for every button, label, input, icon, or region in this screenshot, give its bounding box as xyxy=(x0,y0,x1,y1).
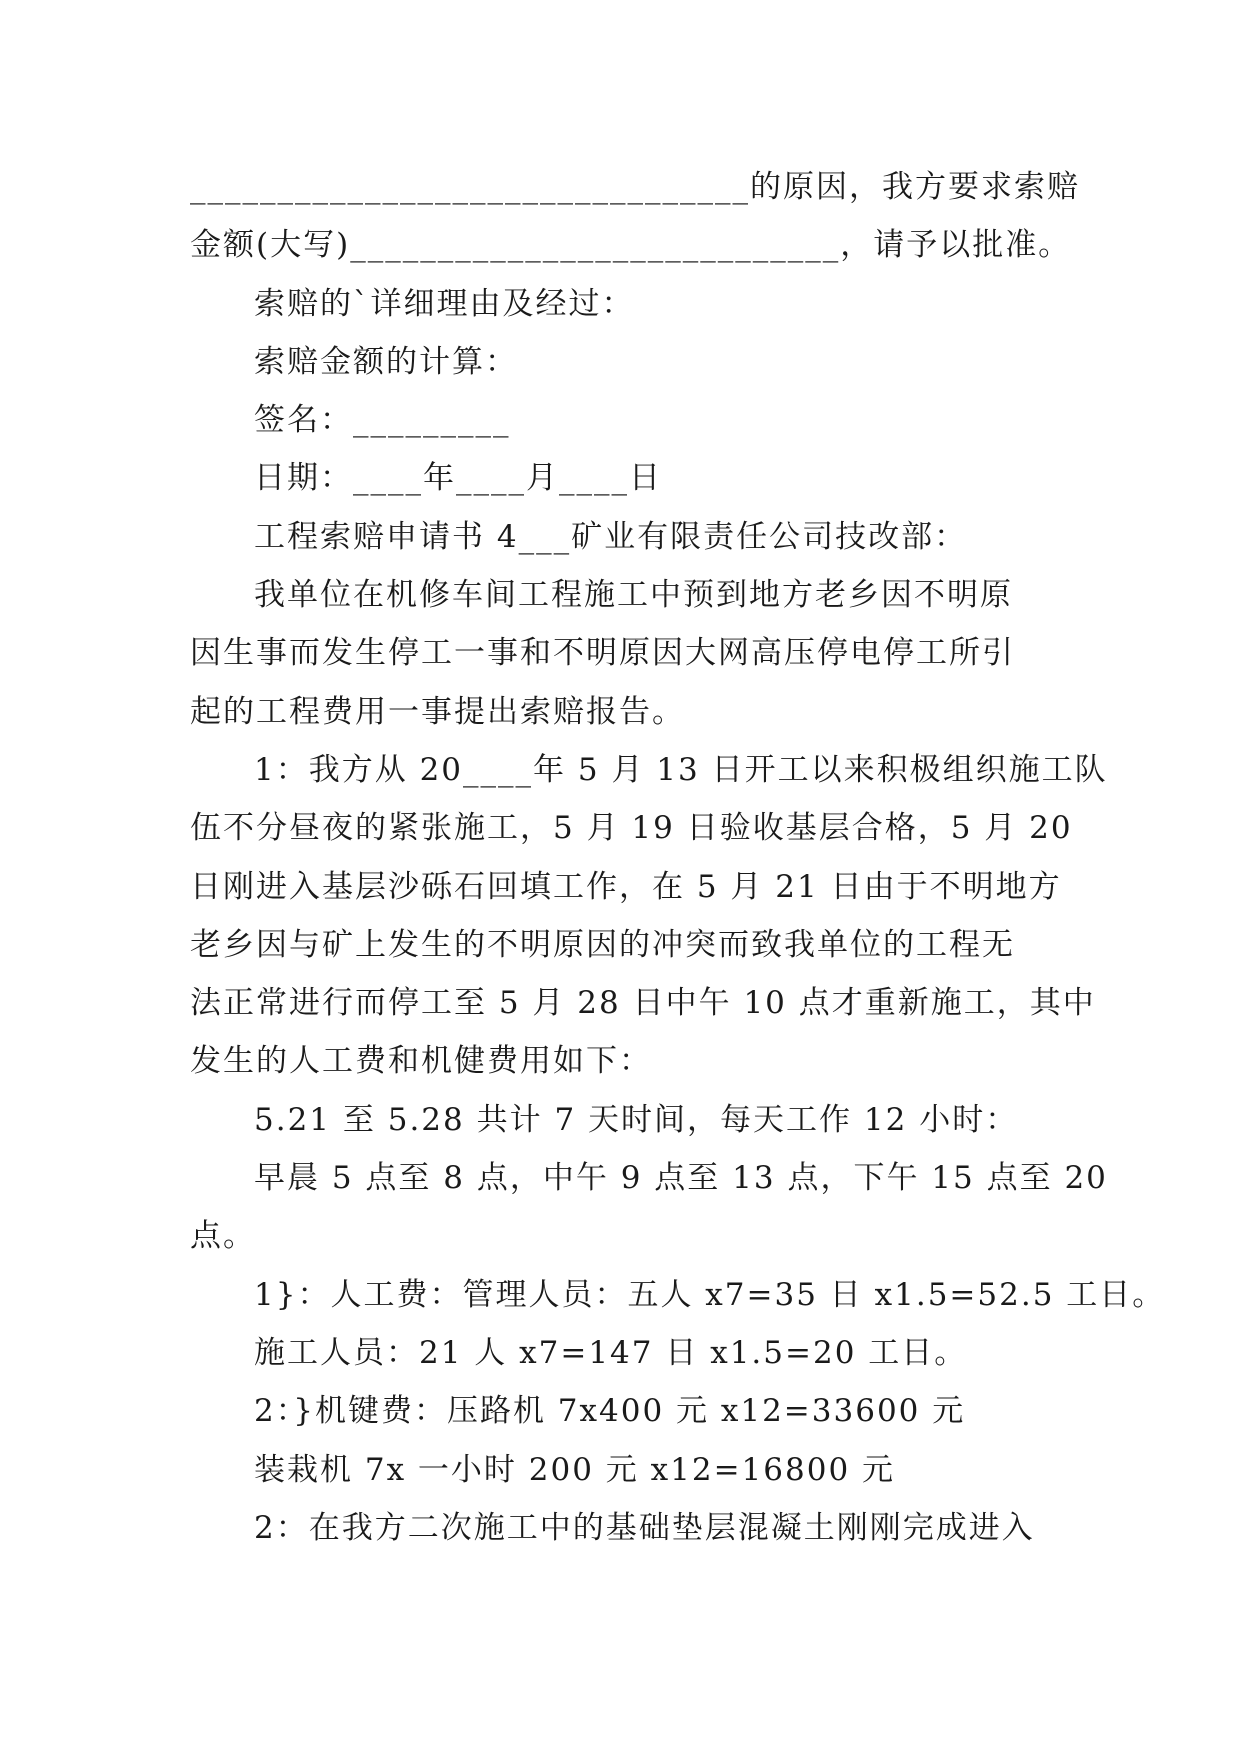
text-line: 金额(大写)____________________________，请予以批准。 xyxy=(190,227,1072,264)
text-line: 法正常进行而停工至 5 月 28 日中午 10 点才重新施工，其中 xyxy=(190,985,1096,1022)
text-line: 老乡因与矿上发生的不明原因的冲突而致我单位的工程无 xyxy=(190,926,1015,963)
text-line: 1}：人工费：管理人员：五人 x7=35 日 x1.5=52.5 工日。 xyxy=(254,1276,1166,1313)
text-line: 2：}机键费：压路机 7x400 元 x12=33600 元 xyxy=(254,1393,966,1430)
section-heading: 工程索赔申请书 4___矿业有限责任公司技改部： xyxy=(254,518,968,555)
text-line: 索赔的`详细理由及经过： xyxy=(254,285,635,322)
text-line: 1：我方从 20____年 5 月 13 日开工以来积极组织施工队 xyxy=(254,751,1108,788)
date-line: 日期：____年____月____日 xyxy=(254,460,662,497)
text-line: 施工人员：21 人 x7=147 日 x1.5=20 工日。 xyxy=(254,1334,968,1371)
text-line: 索赔金额的计算： xyxy=(254,343,518,380)
text-line: 因生事而发生停工一事和不明原因大网高压停电停工所引 xyxy=(190,635,1015,672)
text-line: 2：在我方二次施工中的基础垫层混凝土刚刚完成进入 xyxy=(254,1509,1035,1546)
text-line: 5.21 至 5.28 共计 7 天时间，每天工作 12 小时： xyxy=(254,1101,1019,1138)
text-line: 点。 xyxy=(190,1218,256,1255)
text-line: 起的工程费用一事提出索赔报告。 xyxy=(190,693,685,730)
text-line: 日刚进入基层沙砾石回填工作，在 5 月 21 日由于不明地方 xyxy=(190,868,1062,905)
text-line: 发生的人工费和机健费用如下： xyxy=(190,1043,652,1080)
text-line: ________________________________的原因，我方要求索赔 xyxy=(190,169,1080,205)
signature-line: 签名：_________ xyxy=(254,402,511,439)
text-line: 早晨 5 点至 8 点，中午 9 点至 13 点，下午 15 点至 20 xyxy=(254,1160,1108,1197)
text-line: 装栽机 7x 一小时 200 元 x12=16800 元 xyxy=(254,1451,896,1488)
text-line: 伍不分昼夜的紧张施工，5 月 19 日验收基层合格，5 月 20 xyxy=(190,810,1073,847)
document-body xyxy=(190,158,1166,1557)
text-line: 我单位在机修车间工程施工中预到地方老乡因不明原 xyxy=(254,577,1013,614)
